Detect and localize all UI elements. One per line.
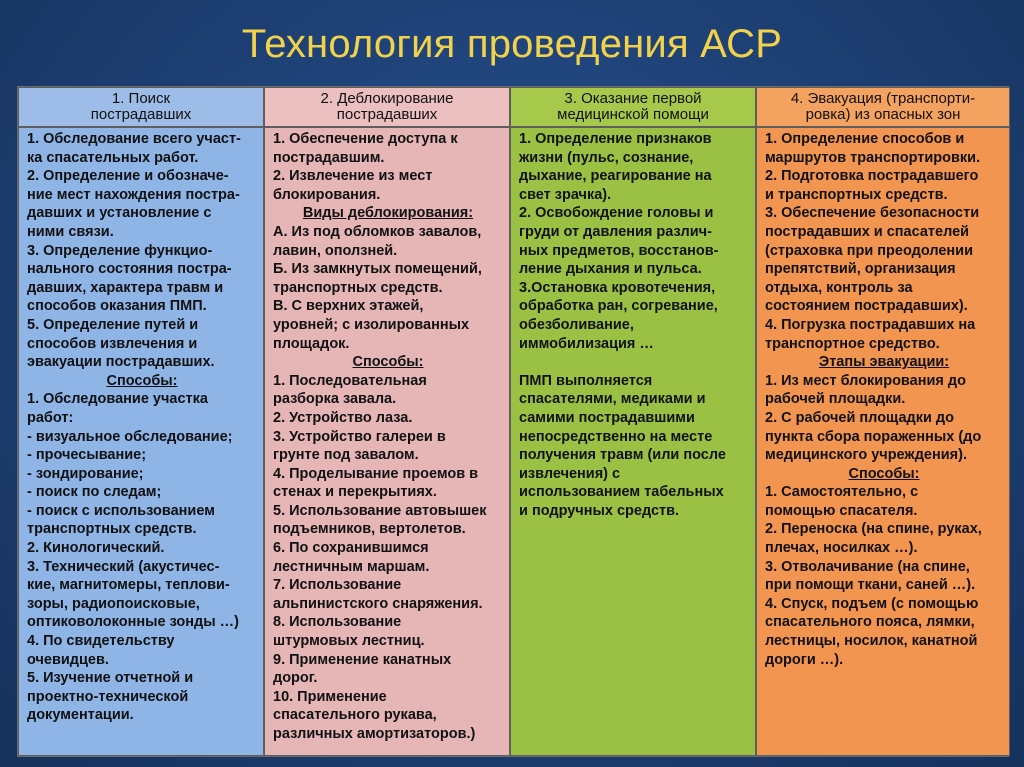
text-line: 10. Применение <box>273 688 387 705</box>
text-line: груди от давления различ- <box>519 223 712 240</box>
header-line: пострадавших <box>90 106 192 123</box>
text-line: рабочей площадки. <box>765 391 906 408</box>
text-line: спасательного пояса, лямки, <box>765 614 975 631</box>
text-line: альпинистского снаряжения. <box>273 595 483 612</box>
text-line: 2. С рабочей площадки до <box>765 409 954 426</box>
text-line: ных предметов, восстанов- <box>519 242 719 259</box>
text-line: состоянием пострадавших). <box>765 298 968 315</box>
text-line: работ: <box>27 409 74 426</box>
text-line: 2. Подготовка пострадавшего <box>765 168 979 185</box>
text-line: ПМП выполняется <box>519 372 653 389</box>
text-line: проектно-технической <box>27 688 189 705</box>
page-title: Технология проведения АСР <box>241 22 783 66</box>
text-line: 2. Кинологический. <box>27 540 165 557</box>
text-line: разборка завала. <box>273 391 397 408</box>
text-line: 4. Проделывание проемов в <box>273 465 479 482</box>
text-line: В. С верхних этажей, <box>273 298 424 315</box>
text-line: 1. Обследование всего участ- <box>27 131 241 147</box>
text-line: 4. Спуск, подъем (с помощью <box>765 595 979 612</box>
text-line: 5. Определение путей и <box>27 316 199 333</box>
text-line: уровней; с изолированных <box>273 316 470 333</box>
text-line: - поиск с использованием <box>27 502 215 519</box>
text-line: площадок. <box>273 335 350 352</box>
text-line: дыхание, реагирование на <box>519 168 712 185</box>
text-line: зоры, радиопоисковые, <box>27 595 200 612</box>
text-line: давших, характера травм и <box>27 279 224 296</box>
text-line: транспортное средство. <box>765 335 940 352</box>
text-line: при помощи ткани, саней …). <box>765 577 976 594</box>
text-line: 4. По свидетельству <box>27 633 175 650</box>
text-line: различных амортизаторов.) <box>273 726 476 742</box>
text-line: пункта сбора пораженных (до <box>765 428 982 445</box>
text-line: плечах, носилках …). <box>765 540 918 557</box>
text-line: Б. Из замкнутых помещений, <box>273 261 482 278</box>
text-line: дороги …). <box>765 651 844 668</box>
text-line: (страховка при преодолении <box>765 242 974 259</box>
text-line: спасательного рукава, <box>273 707 437 724</box>
text-line: 3. Отволачивание (на спине, <box>765 558 970 575</box>
text-line: очевидцев. <box>27 651 109 668</box>
text-line: непосредственно на месте <box>519 428 713 445</box>
text-line: - зондирование; <box>27 465 144 482</box>
header-line: 4. Эвакуация (транспорти- <box>790 90 976 107</box>
text-line: 5. Изучение отчетной и <box>27 670 194 687</box>
text-line: использованием табельных <box>519 484 724 501</box>
text-line: А. Из под обломков завалов, <box>273 223 482 240</box>
text-line: свет зрачка). <box>519 186 612 203</box>
text-line: получения травм (или после <box>519 447 726 464</box>
text-line: 2. Переноска (на спине, руках, <box>765 521 982 538</box>
text-line: штурмовых лестниц. <box>273 633 425 650</box>
text-line: способов извлечения и <box>27 335 198 352</box>
text-line: самими пострадавшими <box>519 409 695 426</box>
column-body-evacuation <box>756 127 1010 756</box>
text-line: и подручных средств. <box>519 502 680 519</box>
text-line: 8. Использование <box>273 614 402 631</box>
text-line: 3. Определение функцио- <box>27 242 213 259</box>
text-line: помощью спасателя. <box>765 502 918 519</box>
section-subheading: Этапы эвакуации: <box>818 354 950 371</box>
text-line: жизни (пульс, сознание, <box>519 149 694 166</box>
section-subheading: Способы: <box>106 372 178 389</box>
text-line: блокирования. <box>273 186 381 203</box>
text-line: 7. Использование <box>273 577 402 594</box>
text-line: 1. Самостоятельно, с <box>765 484 919 501</box>
text-line: транспортных средств. <box>27 521 197 538</box>
text-line: 4. Погрузка пострадавших на <box>765 316 976 333</box>
text-line: 1. Обследование участка <box>27 391 208 408</box>
text-line: извлечения) с <box>519 465 621 482</box>
text-line: отдыха, контроль за <box>765 279 913 296</box>
text-line: подъемников, вертолетов. <box>273 521 466 538</box>
text-line: транспортных средств. <box>273 279 443 296</box>
text-line: нального состояния постра- <box>27 261 232 278</box>
text-line: ка спасательных работ. <box>27 149 199 166</box>
text-line: 1. Из мест блокирования до <box>765 372 966 389</box>
section-subheading: Способы: <box>352 354 424 371</box>
text-line: 1. Определение способов и <box>765 131 965 147</box>
header-line: пострадавших <box>336 106 438 123</box>
text-line: пострадавших и спасателей <box>765 223 970 240</box>
column-body-first-aid <box>510 127 756 756</box>
text-line: дорог. <box>273 670 318 687</box>
text-line: грунте под завалом. <box>273 447 419 464</box>
text-line: 3. Обеспечение безопасности <box>765 205 980 222</box>
text-line: и транспортных средств. <box>765 186 948 203</box>
text-line: ними связи. <box>27 223 114 240</box>
text-line: ние мест нахождения постра- <box>27 186 240 203</box>
column-header-search <box>18 87 264 127</box>
text-line: 5. Использование автовышек <box>273 502 487 519</box>
text-line: 3.Остановка кровотечения, <box>519 279 716 296</box>
header-line: 1. Поиск <box>111 90 171 107</box>
column-body-deblocking <box>264 127 510 756</box>
text-line: документации. <box>27 707 134 724</box>
text-line: 1. Обеспечение доступа к <box>273 131 458 147</box>
text-line: - прочесывание; <box>27 447 147 464</box>
text-line: ление дыхания и пульса. <box>519 261 702 278</box>
text-line: - визуальное обследование; <box>27 428 233 445</box>
text-line: - поиск по следам; <box>27 484 162 501</box>
text-line: лестничным маршам. <box>273 558 430 575</box>
text-line: препятствий, организация <box>765 261 956 278</box>
text-line: 9. Применение канатных <box>273 651 452 668</box>
text-line: 2. Извлечение из мест <box>273 168 433 185</box>
text-line: пострадавшим. <box>273 149 385 166</box>
text-line: эвакуации пострадавших. <box>27 354 215 371</box>
text-line: 2. Определение и обозначе- <box>27 168 229 185</box>
text-line: 6. По сохранившимся <box>273 540 429 557</box>
text-line: способов оказания ПМП. <box>27 298 207 315</box>
text-line: 2. Устройство лаза. <box>273 409 413 426</box>
header-line: 3. Оказание первой <box>564 90 702 107</box>
text-line: 1. Определение признаков <box>519 131 712 147</box>
text-line: обработка ран, согревание, <box>519 298 718 315</box>
text-line: спасателями, медиками и <box>519 391 706 408</box>
text-line: маршрутов транспортировки. <box>765 149 981 166</box>
header-line: 2. Деблокирование <box>320 90 454 107</box>
text-line: 1. Последовательная <box>273 372 427 389</box>
column-header-evacuation <box>756 87 1010 127</box>
text-line: лавин, оползней. <box>273 242 398 259</box>
text-line: давших и установление с <box>27 205 212 222</box>
text-line: лестницы, носилок, канатной <box>765 633 978 650</box>
section-subheading: Виды деблокирования: <box>302 205 474 222</box>
header-line: ровка) из опасных зон <box>805 106 961 123</box>
text-line: кие, магнитомеры, теплови- <box>27 577 230 594</box>
text-line: иммобилизация … <box>519 335 654 352</box>
column-body-search <box>18 127 264 756</box>
section-subheading: Способы: <box>848 465 920 482</box>
text-line: обезболивание, <box>519 316 634 333</box>
text-line: 3. Технический (акустичес- <box>27 558 220 575</box>
text-line: стенах и перекрытиях. <box>273 484 437 501</box>
column-header-first-aid <box>510 87 756 127</box>
technology-table <box>17 86 1009 757</box>
text-line: медицинского учреждения). <box>765 447 967 464</box>
header-line: медицинской помощи <box>557 106 709 123</box>
column-header-deblocking <box>264 87 510 127</box>
text-line: оптиковолоконные зонды …) <box>27 614 239 631</box>
text-line: 3. Устройство галереи в <box>273 428 446 445</box>
spacer <box>519 353 749 372</box>
text-line: 2. Освобождение головы и <box>519 205 714 222</box>
